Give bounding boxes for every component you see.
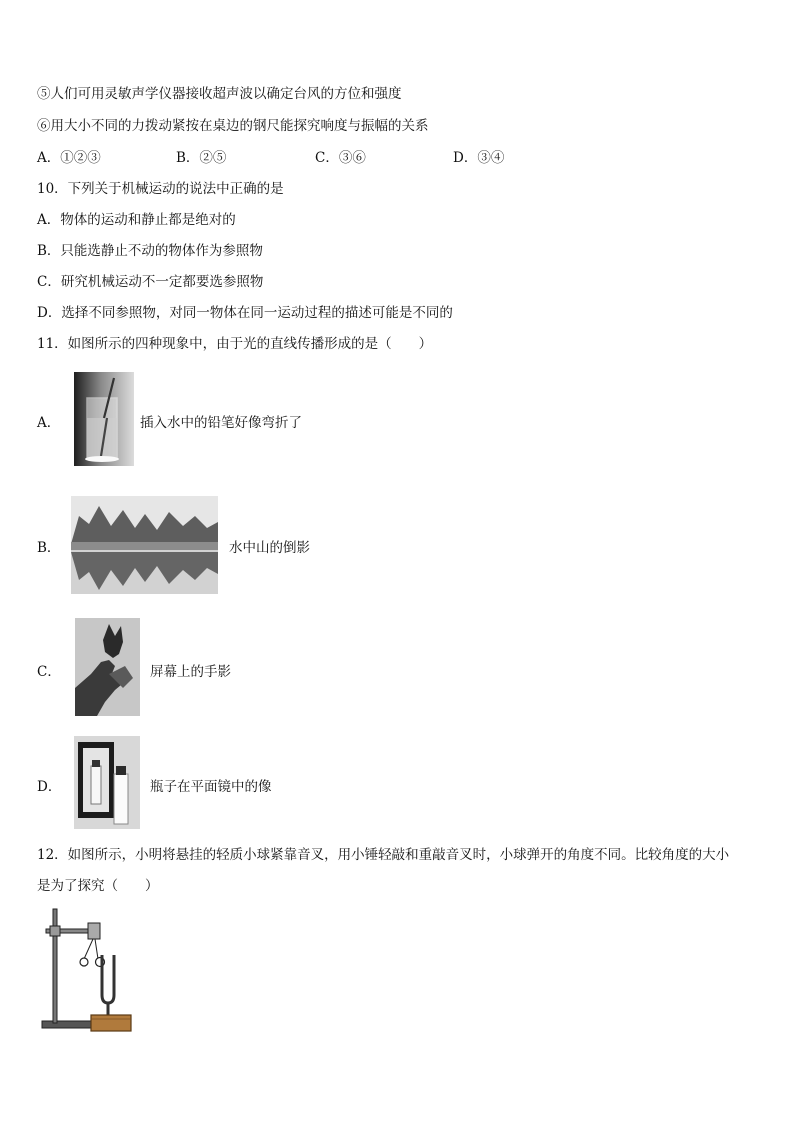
q10-option-b: B．只能选静止不动的物体作为参照物 <box>37 243 263 259</box>
tuning-fork-apparatus-diagram <box>40 905 136 1035</box>
q11-item-b-letter: B． <box>37 540 61 556</box>
q11-item-a-caption: 插入水中的铅笔好像弯折了 <box>140 415 302 431</box>
q10-option-c: C．研究机械运动不一定都要选参照物 <box>37 274 264 290</box>
q9-option-c: C．③⑥ <box>315 150 366 166</box>
q12-stem-line2: 是为了探究（ ） <box>37 878 159 894</box>
mountain-reflection-photo <box>71 496 218 594</box>
hand-shadow-photo <box>75 618 140 716</box>
q11-item-d-letter: D． <box>37 779 62 795</box>
q9-option-d: D．③④ <box>453 150 505 166</box>
q11-item-b-caption: 水中山的倒影 <box>229 540 310 556</box>
q9-statement-6: ⑥用大小不同的力拨动紧按在桌边的钢尺能探究响度与振幅的关系 <box>37 118 429 134</box>
q11-stem: 11．如图所示的四种现象中，由于光的直线传播形成的是（ ） <box>37 336 433 352</box>
q11-item-a-letter: A． <box>37 415 61 431</box>
q11-item-c-letter: C． <box>37 664 61 680</box>
q10-option-d: D．选择不同参照物，对同一物体在同一运动过程的描述可能是不同的 <box>37 305 453 321</box>
q9-option-b: B．②⑤ <box>176 150 227 166</box>
q9-statement-5: ⑤人们可用灵敏声学仪器接收超声波以确定台风的方位和强度 <box>37 86 402 102</box>
bottle-mirror-photo <box>74 736 140 829</box>
q10-stem: 10．下列关于机械运动的说法中正确的是 <box>37 181 284 197</box>
q11-item-c-caption: 屏幕上的手影 <box>150 664 231 680</box>
q12-stem-line1: 12．如图所示，小明将悬挂的轻质小球紧靠音叉，用小锤轻敲和重敲音叉时，小球弹开的角度不同。比较角度的大小 <box>37 847 730 863</box>
q10-option-a: A．物体的运动和静止都是绝对的 <box>37 212 236 228</box>
q9-option-a: A．①②③ <box>37 150 101 166</box>
q11-item-d-caption: 瓶子在平面镜中的像 <box>150 779 272 795</box>
pencil-in-water-photo <box>74 372 134 466</box>
